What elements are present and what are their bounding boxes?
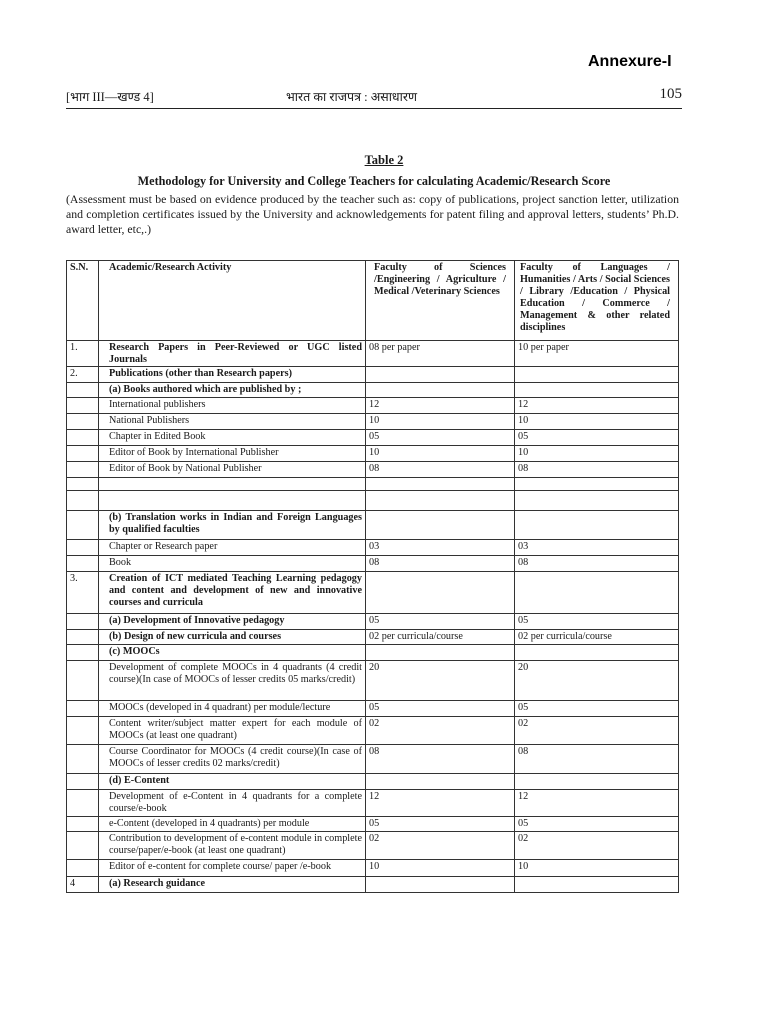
table-row bbox=[67, 414, 679, 430]
row-score-languages: 05 bbox=[515, 614, 679, 630]
row-activity: National Publishers bbox=[99, 414, 366, 430]
row-score-sciences: 12 bbox=[366, 790, 515, 817]
row-score-languages bbox=[515, 491, 679, 511]
row-score-languages bbox=[515, 645, 679, 661]
header-activity: Academic/Research Activity bbox=[99, 261, 366, 341]
row-sn bbox=[67, 817, 99, 832]
row-score-languages: 10 per paper bbox=[515, 341, 679, 367]
row-score-sciences: 12 bbox=[366, 398, 515, 414]
row-sn bbox=[67, 462, 99, 478]
row-sn bbox=[67, 717, 99, 745]
row-score-sciences bbox=[366, 572, 515, 614]
row-score-languages: 03 bbox=[515, 540, 679, 556]
gazette-name: भारत का राजपत्र : असाधारण bbox=[286, 90, 418, 104]
row-sn: 3. bbox=[67, 572, 99, 614]
table-row bbox=[67, 430, 679, 446]
row-score-languages bbox=[515, 383, 679, 398]
row-score-sciences: 10 bbox=[366, 860, 515, 877]
row-score-sciences: 08 bbox=[366, 556, 515, 572]
table-row bbox=[67, 832, 679, 860]
row-score-sciences bbox=[366, 367, 515, 383]
row-activity: Editor of Book by National Publisher bbox=[99, 462, 366, 478]
row-activity: Course Coordinator for MOOCs (4 credit course)(In case of MOOCs of lesser credits 02 marks/credit) bbox=[99, 745, 366, 774]
row-score-sciences bbox=[366, 478, 515, 491]
table-row bbox=[67, 540, 679, 556]
table-row bbox=[67, 745, 679, 774]
row-activity: Publications (other than Research papers) bbox=[99, 367, 366, 383]
row-activity: (a) Development of Innovative pedagogy bbox=[99, 614, 366, 630]
row-score-languages: 05 bbox=[515, 701, 679, 717]
row-score-sciences: 08 bbox=[366, 462, 515, 478]
row-score-sciences bbox=[366, 877, 515, 893]
row-sn bbox=[67, 860, 99, 877]
table-row bbox=[67, 341, 679, 367]
row-activity: Book bbox=[99, 556, 366, 572]
row-score-sciences: 08 bbox=[366, 745, 515, 774]
row-sn bbox=[67, 430, 99, 446]
row-score-sciences: 05 bbox=[366, 701, 515, 717]
row-sn bbox=[67, 774, 99, 790]
row-activity: (b) Translation works in Indian and Foreign Languages by qualified faculties bbox=[99, 511, 366, 540]
header-sciences: Faculty of Sciences /Engineering / Agriculture / Medical /Veterinary Sciences bbox=[366, 261, 515, 341]
row-score-languages: 08 bbox=[515, 745, 679, 774]
row-score-languages: 10 bbox=[515, 446, 679, 462]
annexure-label: Annexure-I bbox=[588, 53, 672, 70]
row-score-sciences bbox=[366, 774, 515, 790]
row-sn bbox=[67, 478, 99, 491]
row-score-languages bbox=[515, 774, 679, 790]
table-row bbox=[67, 446, 679, 462]
row-sn bbox=[67, 701, 99, 717]
row-score-languages: 12 bbox=[515, 398, 679, 414]
row-score-languages bbox=[515, 572, 679, 614]
table-row bbox=[67, 645, 679, 661]
row-sn bbox=[67, 446, 99, 462]
row-activity: Contribution to development of e-content module in complete course/paper/e-book (at least one quadrant) bbox=[99, 832, 366, 860]
row-sn bbox=[67, 540, 99, 556]
table-row bbox=[67, 790, 679, 817]
row-sn bbox=[67, 556, 99, 572]
row-score-sciences: 05 bbox=[366, 614, 515, 630]
header-divider bbox=[66, 108, 682, 109]
row-activity: Development of complete MOOCs in 4 quadrants (4 credit course)(In case of MOOCs of lesser credits 05 marks/credit) bbox=[99, 661, 366, 701]
row-sn bbox=[67, 630, 99, 645]
row-score-languages: 02 per curricula/course bbox=[515, 630, 679, 645]
row-sn: 1. bbox=[67, 341, 99, 367]
row-activity: Chapter in Edited Book bbox=[99, 430, 366, 446]
table-subtitle: Methodology for University and College Teachers for calculating Academic/Research Score bbox=[137, 174, 611, 188]
score-table bbox=[66, 260, 679, 893]
table-row bbox=[67, 877, 679, 893]
table-row bbox=[67, 398, 679, 414]
row-score-sciences: 03 bbox=[366, 540, 515, 556]
row-score-sciences bbox=[366, 383, 515, 398]
row-score-languages bbox=[515, 367, 679, 383]
table-row bbox=[67, 817, 679, 832]
row-activity: Content writer/subject matter expert for each module of MOOCs (at least one quadrant) bbox=[99, 717, 366, 745]
row-sn bbox=[67, 645, 99, 661]
row-activity: (d) E-Content bbox=[99, 774, 366, 790]
row-activity: Research Papers in Peer-Reviewed or UGC listed Journals bbox=[99, 341, 366, 367]
table-row bbox=[67, 511, 679, 540]
table-row bbox=[67, 383, 679, 398]
row-score-sciences bbox=[366, 645, 515, 661]
row-activity: MOOCs (developed in 4 quadrant) per module/lecture bbox=[99, 701, 366, 717]
row-sn: 2. bbox=[67, 367, 99, 383]
row-score-sciences: 02 per curricula/course bbox=[366, 630, 515, 645]
row-sn bbox=[67, 832, 99, 860]
row-activity: Chapter or Research paper bbox=[99, 540, 366, 556]
row-sn bbox=[67, 614, 99, 630]
table-row bbox=[67, 614, 679, 630]
header-sn: S.N. bbox=[67, 261, 99, 341]
table-row bbox=[67, 478, 679, 491]
row-sn bbox=[67, 398, 99, 414]
row-score-sciences: 08 per paper bbox=[366, 341, 515, 367]
row-activity: International publishers bbox=[99, 398, 366, 414]
row-sn bbox=[67, 745, 99, 774]
row-activity: Creation of ICT mediated Teaching Learning pedagogy and content and development of new and innovative courses and curricula bbox=[99, 572, 366, 614]
row-score-languages: 10 bbox=[515, 414, 679, 430]
row-activity: (c) MOOCs bbox=[99, 645, 366, 661]
row-activity: (a) Research guidance bbox=[99, 877, 366, 893]
row-sn bbox=[67, 491, 99, 511]
row-score-sciences: 10 bbox=[366, 446, 515, 462]
row-score-languages: 08 bbox=[515, 462, 679, 478]
table-row bbox=[67, 462, 679, 478]
row-sn bbox=[67, 383, 99, 398]
table-row bbox=[67, 367, 679, 383]
table-row bbox=[67, 701, 679, 717]
row-sn bbox=[67, 661, 99, 701]
row-score-sciences: 02 bbox=[366, 832, 515, 860]
row-score-sciences: 05 bbox=[366, 430, 515, 446]
page-number: 105 bbox=[659, 86, 682, 102]
table-row bbox=[67, 661, 679, 701]
table-row bbox=[67, 491, 679, 511]
row-score-languages bbox=[515, 478, 679, 491]
row-score-languages: 05 bbox=[515, 817, 679, 832]
row-score-languages: 12 bbox=[515, 790, 679, 817]
row-score-sciences: 05 bbox=[366, 817, 515, 832]
row-activity bbox=[99, 491, 366, 511]
table-row bbox=[67, 860, 679, 877]
assessment-note: (Assessment must be based on evidence produced by the teacher such as: copy of publications, project sanction letter, utilization and completion certificates issued by the University and acknowledgements for patent filing and approval letters, students’ Ph.D. award letter, etc,.) bbox=[66, 192, 679, 236]
row-activity: Editor of e-content for complete course/ paper /e-book bbox=[99, 860, 366, 877]
gazette-part: [भाग III—खण्ड 4] bbox=[66, 90, 154, 104]
table-row bbox=[67, 572, 679, 614]
row-score-languages: 08 bbox=[515, 556, 679, 572]
row-activity: Development of e-Content in 4 quadrants for a complete course/e-book bbox=[99, 790, 366, 817]
header-languages: Faculty of Languages / Humanities / Arts / Social Sciences / Library /Education / Physical Education / Commerce / Management & other related disciplines bbox=[515, 261, 679, 341]
row-score-languages: 20 bbox=[515, 661, 679, 701]
row-score-sciences: 02 bbox=[366, 717, 515, 745]
table-title: Table 2 bbox=[364, 153, 404, 167]
row-score-languages: 05 bbox=[515, 430, 679, 446]
row-sn bbox=[67, 414, 99, 430]
row-score-sciences bbox=[366, 491, 515, 511]
table-row bbox=[67, 717, 679, 745]
table-row bbox=[67, 630, 679, 645]
row-score-sciences bbox=[366, 511, 515, 540]
row-score-languages: 10 bbox=[515, 860, 679, 877]
table-header-row bbox=[67, 261, 679, 341]
row-activity: e-Content (developed in 4 quadrants) per module bbox=[99, 817, 366, 832]
row-sn bbox=[67, 790, 99, 817]
row-activity: (a) Books authored which are published by ; bbox=[99, 383, 366, 398]
row-score-languages: 02 bbox=[515, 832, 679, 860]
table-row bbox=[67, 556, 679, 572]
row-score-sciences: 10 bbox=[366, 414, 515, 430]
row-score-sciences: 20 bbox=[366, 661, 515, 701]
row-score-languages bbox=[515, 877, 679, 893]
table-row bbox=[67, 774, 679, 790]
row-activity bbox=[99, 478, 366, 491]
row-sn: 4 bbox=[67, 877, 99, 893]
row-activity: Editor of Book by International Publisher bbox=[99, 446, 366, 462]
row-activity: (b) Design of new curricula and courses bbox=[99, 630, 366, 645]
row-score-languages: 02 bbox=[515, 717, 679, 745]
row-score-languages bbox=[515, 511, 679, 540]
row-sn bbox=[67, 511, 99, 540]
gazette-header bbox=[66, 86, 682, 106]
